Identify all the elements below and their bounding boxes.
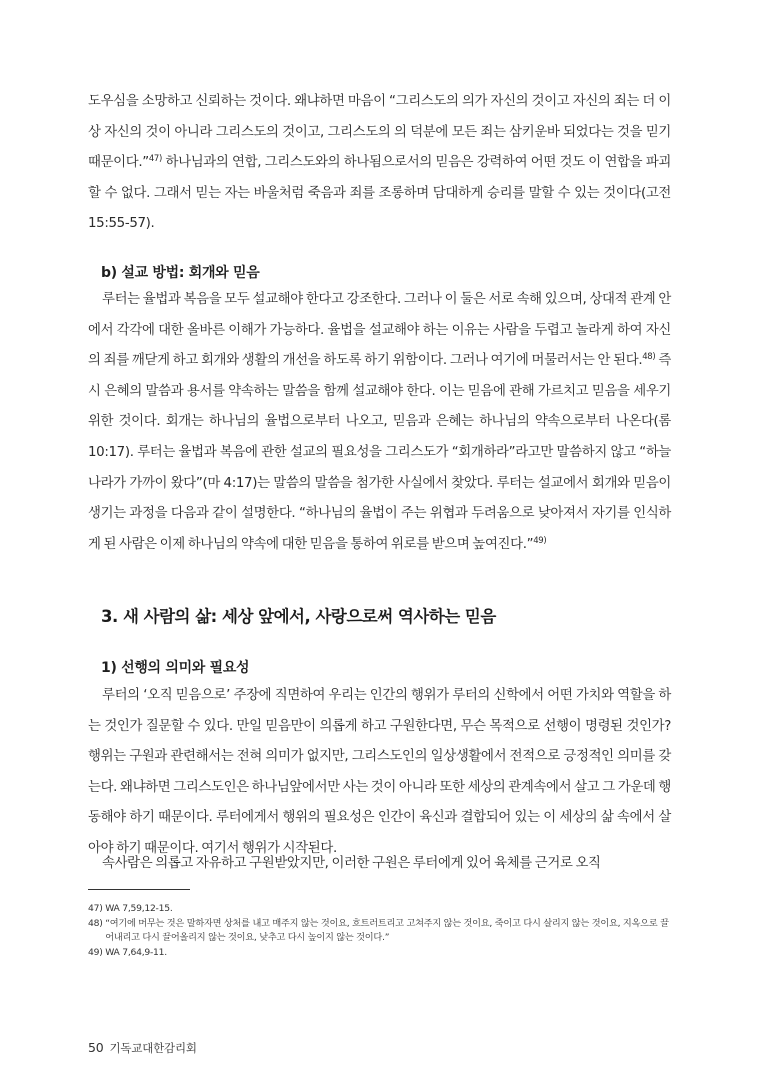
footnote-divider	[88, 889, 190, 890]
subheading-good-works: 1) 선행의 의미와 필요성	[101, 660, 250, 676]
paragraph-3: 루터의 ‘오직 믿음으로’ 주장에 직면하여 우리는 인간의 행위가 루터의 신학에서 어떤 가치와 역할을 하는 것인가 질문할 수 있다. 만일 믿음만이 의롭게 하고 구원한다면, 무슨 목적으로 선행이 명령된 것인가? 행위는 구원과 관련해서는 전혀 의미가 없지만, 그리스도인의 일상생활에서 전적으로 긍정적인 의미를 갖는다. 왜냐하면 그리스도인은 하나님앞에서만 사는 것이 아니라 또한 세상의 관계속에서 살고 그 가운데 행동해야 하기 때문이다. 루터에게서 행위의 필요성은 인간이 육신과 결합되어 있는 이 세상의 삶 속에서 살아야 하기 때문이다. 여기서 행위가 시작된다.	[88, 688, 671, 856]
publication-name: 기독교대한감리회	[109, 1041, 197, 1055]
footnote-ref-48: 48)	[642, 352, 656, 363]
footnote-number: 47)	[88, 903, 103, 914]
footnote-number: 48)	[88, 917, 103, 929]
footnote-49	[88, 946, 673, 961]
footnote-48	[88, 917, 673, 946]
footnote-ref-49: 49)	[533, 535, 547, 546]
paragraph-2: 루터는 율법과 복음을 모두 설교해야 한다고 강조한다. 그러나 이 둘은 서로 속해 있으며, 상대적 관계 안에서 각각에 대한 올바른 이해가 가능하다. 율법을 설교해야 하는 이유는 사람을 두렵고 놀라게 하여 자신의 죄를 깨닫게 하고 회개와 생활의 개선을 하도록 하기 위함이다. 그러나 여기에 머물러서는 안 된다.$^{48)}$ 즉시 은혜의 말씀과 용서를 약속하는 말씀을 함께 설교해야 한다. 이는 믿음에 관해 가르치고 믿음을 세우기 위한 것이다. 회개는 하나님의 율법으로부터 나오고, 믿음과 은혜는 하나님의 약속으로부터 나온다(롬 10:17). 루터는 율법과 복음에 관한 설교의 필요성을 그리스도가 “회개하라”라고만 말씀하지 않고 “하늘나라가 가까이 왔다”(마 4:17)는 말씀의 말씀을 첨가한 사실에서 찾았다. 루터는 설교에서 회개와 믿음이 생기는 과정을 다음과 같이 설명한다. “하나님의 율법이 주는 위협과 두려움으로 낮아져서 자기를 인식하게 된 사람은 이제 하나님의 약속에 대한 믿음을 통하여 위로를 받으며 높여진다.”$^{49)}$	[88, 292, 671, 552]
paragraph-1: 도우심을 소망하고 신뢰하는 것이다. 왜냐하면 마음이 “그리스도의 의가 자신의 것이고 자신의 죄는 더 이상 자신의 것이 아니라 그리스도의 것이고, 그리스도의 의 덕분에 모든 죄는 삼키운바 되었다는 것을 믿기 때문이다.”$^{47)}$ 하나님과의 연합, 그리스도와의 하나됨으로서의 믿음은 강력하여 어떤 것도 이 연합을 파괴할 수 없다. 그래서 믿는 자는 바울처럼 죽음과 죄를 조롱하며 담대하게 승리를 말할 수 있는 것이다(고전 15:55-57).	[88, 94, 671, 232]
footnote-number: 49)	[88, 946, 103, 958]
subheading-preaching-method: b) 설교 방법: 회개와 믿음	[101, 265, 260, 281]
paragraph-4: 속사람은 의롭고 자유하고 구원받았지만, 이러한 구원은 루터에게 있어 육체를 근거로 오직	[102, 856, 601, 871]
footnote-47	[88, 902, 673, 917]
footnote-ref-47: 47)	[148, 154, 162, 165]
footnote-text: “여기에 머무는 것은 말하자면 상처를 내고 매주지 않는 것이요, 흐트러트리고 고쳐주지 않는 것이요, 죽이고 다시 살리지 않는 것이요, 지옥으로 끌어내리고 다시 끌어올리지 않는 것이요, 낮추고 다시 높이지 않는 것이다.”	[105, 917, 669, 944]
page-footer	[88, 1040, 197, 1056]
footnote-text: WA 7,64,9-11.	[105, 946, 167, 958]
footnote-text: WA 7,59,12-15.	[105, 903, 173, 914]
page-number: 50	[88, 1040, 104, 1055]
footnotes	[88, 902, 673, 960]
section-heading-3: 3. 새 사람의 삶: 세상 앞에서, 사랑으로써 역사하는 믿음	[101, 607, 496, 626]
